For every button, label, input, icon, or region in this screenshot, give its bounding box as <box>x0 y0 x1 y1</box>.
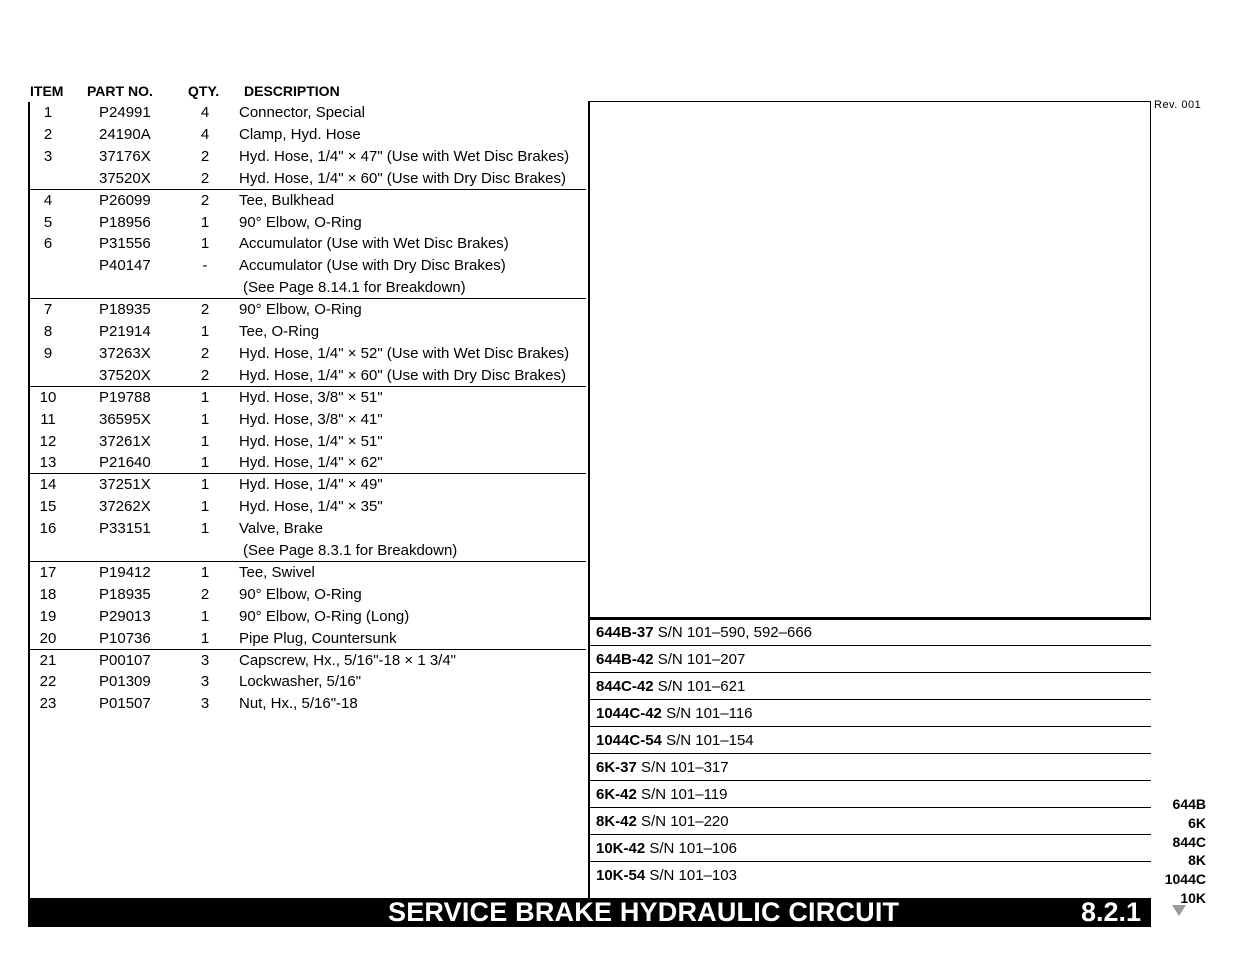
table-row <box>30 277 586 299</box>
quantity: 3 <box>200 651 210 669</box>
description: Hyd. Hose, 1/4" × 35" <box>239 498 383 516</box>
part-number: 37263X <box>99 344 151 362</box>
model-code: 1044C-42 <box>596 705 662 722</box>
quantity: 2 <box>200 169 210 187</box>
serial-range: S/N 101–119 <box>641 786 728 803</box>
quantity: 1 <box>200 476 210 494</box>
model-code: 1044C-54 <box>596 732 662 749</box>
part-number: P01507 <box>99 695 151 713</box>
header-part-no: PART NO. <box>87 83 153 99</box>
table-row <box>30 190 586 212</box>
table-row <box>30 452 586 474</box>
serial-range: S/N 101–106 <box>649 840 737 857</box>
description: Hyd. Hose, 1/4" × 52" (Use with Wet Disc Brakes) <box>239 344 570 362</box>
description: Hyd. Hose, 1/4" × 60" (Use with Dry Disc Brakes) <box>239 366 566 384</box>
quantity: 2 <box>200 301 210 319</box>
quantity: 3 <box>200 695 210 713</box>
table-row <box>30 431 586 453</box>
side-model-label[interactable]: 6K <box>1188 814 1206 831</box>
header-item: ITEM <box>30 83 64 99</box>
item-number: 15 <box>39 498 57 516</box>
table-row <box>30 168 586 190</box>
serial-row <box>590 619 1151 646</box>
table-row <box>30 365 586 387</box>
serial-range: S/N 101–103 <box>649 867 737 884</box>
side-model-label[interactable]: 1044C <box>1164 871 1206 888</box>
table-row <box>30 584 586 606</box>
serial-row <box>590 862 1151 889</box>
item-number: 23 <box>39 695 57 713</box>
quantity: 2 <box>200 366 210 384</box>
item-number: 18 <box>39 585 57 603</box>
description: 90° Elbow, O-Ring <box>239 585 362 603</box>
serial-range: S/N 101–590, 592–666 <box>657 624 813 641</box>
part-number: P24991 <box>99 104 151 121</box>
serial-row <box>590 700 1151 727</box>
part-number: 37261X <box>99 432 151 450</box>
item-number: 1 <box>43 104 53 121</box>
item-number: 11 <box>40 410 56 428</box>
part-number: P18935 <box>99 301 151 319</box>
part-number: P18956 <box>99 213 151 231</box>
title-bar <box>28 898 1151 927</box>
page-number: 8.2.1 <box>1080 897 1141 927</box>
triangle-down-icon[interactable] <box>1172 905 1186 916</box>
description: Accumulator (Use with Wet Disc Brakes) <box>239 235 509 253</box>
description: Hyd. Hose, 1/4" × 49" <box>239 476 383 494</box>
part-number: P33151 <box>99 520 151 538</box>
quantity: - <box>202 257 208 275</box>
quantity: 1 <box>200 388 210 406</box>
part-number: P21640 <box>99 454 151 472</box>
quantity: 1 <box>200 629 210 647</box>
part-number: 37520X <box>99 366 151 384</box>
item-number: 13 <box>39 454 57 472</box>
item-number: 9 <box>43 344 53 362</box>
serial-range: S/N 101–317 <box>641 759 729 776</box>
item-number: 16 <box>39 520 57 538</box>
table-row <box>30 102 586 124</box>
model-code: 844C-42 <box>596 678 654 695</box>
description: Tee, Bulkhead <box>239 191 335 209</box>
description: Tee, O-Ring <box>239 323 320 340</box>
quantity: 1 <box>200 607 210 625</box>
quantity: 4 <box>200 125 210 143</box>
description: Hyd. Hose, 1/4" × 62" <box>239 454 383 472</box>
item-number: 21 <box>39 651 57 669</box>
description: Pipe Plug, Countersunk <box>239 629 397 647</box>
item-number: 19 <box>39 607 57 625</box>
serial-range: S/N 101–220 <box>641 813 729 830</box>
table-row <box>30 255 586 277</box>
side-model-index <box>1140 795 1206 908</box>
part-number: P21914 <box>99 323 151 340</box>
item-number: 5 <box>43 213 53 231</box>
description: Accumulator (Use with Dry Disc Brakes) <box>239 257 506 275</box>
part-number: P19412 <box>99 563 151 581</box>
serial-row <box>590 835 1151 862</box>
table-row <box>30 562 586 584</box>
quantity: 4 <box>200 104 210 121</box>
serial-range: S/N 101–154 <box>666 732 754 749</box>
description: Clamp, Hyd. Hose <box>239 125 361 143</box>
model-code: 10K-54 <box>596 867 646 884</box>
part-number: P26099 <box>99 191 151 209</box>
item-number: 10 <box>39 388 57 406</box>
part-number: 37520X <box>99 169 151 187</box>
part-number: P19788 <box>99 388 151 406</box>
table-row <box>30 518 586 540</box>
table-row <box>30 628 586 650</box>
table-row <box>30 540 586 562</box>
illustration-area <box>590 101 1151 620</box>
description: Nut, Hx., 5/16"-18 <box>239 695 358 713</box>
quantity: 1 <box>200 235 210 253</box>
page-title: SERVICE BRAKE HYDRAULIC CIRCUIT <box>388 897 900 927</box>
part-number: P29013 <box>99 607 151 625</box>
model-code: 8K-42 <box>596 813 637 830</box>
part-number: 37262X <box>99 498 151 516</box>
description: Hyd. Hose, 1/4" × 60" (Use with Dry Disc Brakes) <box>239 169 566 187</box>
serial-range: S/N 101–207 <box>657 651 746 668</box>
part-number: P00107 <box>99 651 151 669</box>
item-number: 22 <box>39 673 57 691</box>
quantity: 2 <box>200 344 210 362</box>
serial-row <box>590 727 1151 754</box>
side-model-label[interactable]: 644B <box>1172 796 1206 812</box>
quantity: 1 <box>200 410 210 428</box>
serial-range: S/N 101–116 <box>666 705 753 722</box>
table-row <box>30 212 586 234</box>
header-qty: QTY. <box>188 83 220 99</box>
quantity: 1 <box>200 432 210 450</box>
quantity: 1 <box>200 213 210 231</box>
table-row <box>30 496 586 518</box>
table-row <box>30 299 586 321</box>
item-number: 17 <box>39 563 57 581</box>
model-code: 6K-37 <box>596 759 637 776</box>
table-row <box>30 124 586 146</box>
quantity: 3 <box>200 673 210 691</box>
model-code: 644B-37 <box>596 624 654 641</box>
description: Hyd. Hose, 1/4" × 47" (Use with Wet Disc Brakes) <box>239 147 570 165</box>
table-row <box>30 606 586 628</box>
quantity: 1 <box>200 454 210 472</box>
description: Hyd. Hose, 3/8" × 41" <box>239 410 383 428</box>
part-number: P10736 <box>99 629 151 647</box>
side-model-label[interactable]: 10K <box>1180 889 1206 906</box>
item-number: 14 <box>39 476 57 494</box>
model-code: 10K-42 <box>596 840 646 857</box>
revision-label: Rev. 001 <box>1154 99 1202 111</box>
quantity: 2 <box>200 585 210 603</box>
description: Capscrew, Hx., 5/16"-18 × 1 3/4" <box>239 651 457 669</box>
model-code: 6K-42 <box>596 786 637 803</box>
table-row <box>30 146 586 168</box>
description: Valve, Brake <box>239 520 323 538</box>
description: Connector, Special <box>239 104 365 121</box>
serial-row <box>590 754 1151 781</box>
quantity: 2 <box>200 191 210 209</box>
part-number: P31556 <box>99 235 151 253</box>
item-number: 2 <box>43 125 53 143</box>
header-description: DESCRIPTION <box>244 83 340 99</box>
description: 90° Elbow, O-Ring <box>239 213 362 231</box>
breakdown-note: (See Page 8.14.1 for Breakdown) <box>243 279 466 297</box>
item-number: 6 <box>43 235 53 253</box>
item-number: 8 <box>43 323 53 340</box>
quantity: 1 <box>200 520 210 538</box>
part-number: P01309 <box>99 673 151 691</box>
item-number: 20 <box>39 629 57 647</box>
item-number: 3 <box>43 147 53 165</box>
description: Lockwasher, 5/16" <box>239 673 362 691</box>
part-number: 24190A <box>99 125 151 143</box>
description: 90° Elbow, O-Ring (Long) <box>239 607 410 625</box>
table-row <box>30 233 586 255</box>
description: Hyd. Hose, 1/4" × 51" <box>239 432 383 450</box>
table-row <box>30 671 586 693</box>
quantity: 1 <box>200 563 210 581</box>
side-model-label[interactable]: 8K <box>1188 852 1206 869</box>
item-number: 4 <box>43 191 53 209</box>
serial-row <box>590 673 1151 700</box>
description: Hyd. Hose, 3/8" × 51" <box>239 388 383 406</box>
part-number: P18935 <box>99 585 151 603</box>
part-number: 37251X <box>99 476 151 494</box>
table-row <box>30 343 586 365</box>
quantity: 1 <box>200 323 210 340</box>
item-number: 12 <box>39 432 57 450</box>
quantity: 2 <box>200 147 210 165</box>
table-row <box>30 409 586 431</box>
breakdown-note: (See Page 8.3.1 for Breakdown) <box>243 542 458 559</box>
table-row <box>30 650 586 672</box>
side-model-label[interactable]: 844C <box>1172 833 1206 850</box>
serial-row <box>590 646 1151 673</box>
serial-number-table <box>590 619 1151 889</box>
part-number: 37176X <box>99 147 151 165</box>
part-number: P40147 <box>99 257 151 275</box>
description: Tee, Swivel <box>239 563 315 581</box>
table-row <box>30 321 586 343</box>
table-row <box>30 387 586 409</box>
serial-row <box>590 781 1151 808</box>
serial-range: S/N 101–621 <box>657 678 746 695</box>
part-number: 36595X <box>99 410 151 428</box>
item-number: 7 <box>43 301 53 319</box>
quantity: 1 <box>200 498 210 516</box>
model-code: 644B-42 <box>596 651 654 668</box>
serial-row <box>590 808 1151 835</box>
parts-list <box>28 102 592 899</box>
table-row <box>30 693 586 715</box>
description: 90° Elbow, O-Ring <box>239 301 362 319</box>
table-row <box>30 474 586 496</box>
